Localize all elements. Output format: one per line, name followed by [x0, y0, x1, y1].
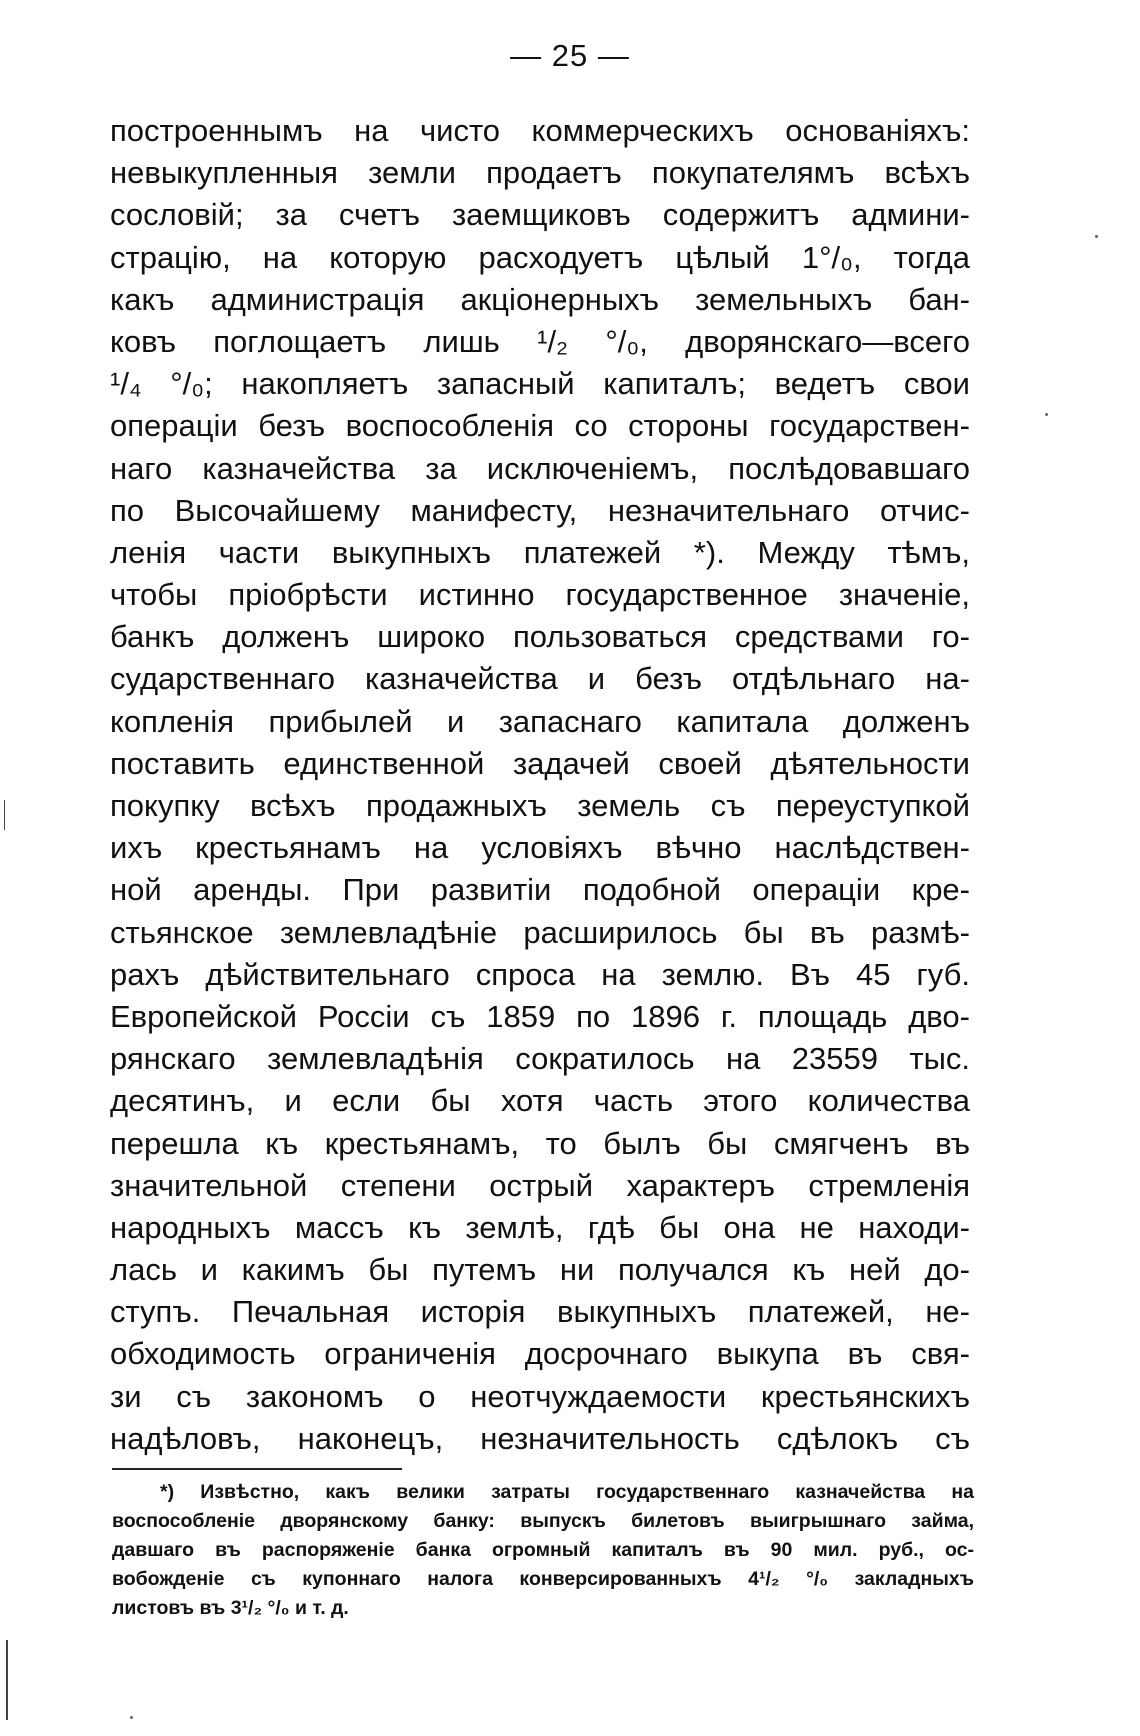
text-line: страцію, на которую расходуетъ цѣлый 1°/₀, тогда [110, 239, 970, 275]
text-line: сударственнаго казначейства и безъ отдѣльнаго на- [110, 661, 970, 697]
footnote-divider [112, 1468, 402, 1470]
text-line: Европейской Россіи съ 1859 по 1896 г. площадь дво- [110, 998, 970, 1034]
text-line: стьянское землевладѣніе расширилось бы въ размѣ- [110, 914, 970, 950]
text-line: копленія прибылей и запаснаго капитала долженъ [110, 703, 970, 739]
text-line: чтобы пріобрѣсти истинно государственное значеніе, [110, 577, 970, 613]
text-line: построеннымъ на чисто коммерческихъ основаніяхъ: [110, 113, 970, 148]
text-line: рянскаго землевладѣнія сократилось на 23559 тыс. [110, 1041, 970, 1077]
text-line: надѣловъ, наконецъ, незначительность сдѣлокъ съ [110, 1420, 970, 1456]
text-line: поставить единственной задачей своей дѣятельности [110, 745, 970, 781]
text-line: по Высочайшему манифесту, незначительнаго отчис- [110, 492, 970, 528]
footnote-line: давшаго въ распоряженіе банка огромный капиталъ въ 90 мил. руб., ос- [112, 1539, 974, 1561]
text-line: лась и какимъ бы путемъ ни получался къ ней до- [110, 1252, 970, 1288]
text-line: какъ администрація акціонерныхъ земельныхъ бан- [110, 281, 970, 317]
text-line: ¹/₄ °/₀; накопляетъ запасный капиталъ; ведетъ свои [110, 366, 970, 402]
text-line: десятинъ, и если бы хотя часть этого количества [110, 1083, 970, 1119]
footnote-line: листовъ въ 3¹/₂ °/₀ и т. д. [112, 1597, 349, 1619]
page-number: — 25 — [510, 38, 630, 73]
text-line: операціи безъ воспособленія со стороны государствен- [110, 408, 970, 444]
text-line: зи съ закономъ о неотчуждаемости крестьянскихъ [110, 1378, 970, 1414]
print-speck [1095, 235, 1098, 238]
text-line: перешла къ крестьянамъ, то былъ бы смягченъ въ [110, 1125, 970, 1161]
text-line: покупку всѣхъ продажныхъ земель съ переуступкой [110, 788, 970, 823]
text-line: обходимость ограниченія досрочнаго выкупа въ свя- [110, 1336, 970, 1372]
text-line: ступъ. Печальная исторія выкупныхъ платежей, не- [110, 1294, 970, 1330]
print-speck [130, 1716, 133, 1719]
text-line: невыкупленныя земли продаетъ покупателямъ всѣхъ [110, 155, 970, 191]
main-text [110, 110, 970, 1460]
footnote-line: воспособленіе дворянскому банку: выпускъ билетовъ выигрышнаго займа, [112, 1510, 974, 1532]
text-line: ихъ крестьянамъ на условіяхъ вѣчно наслѣдствен- [110, 830, 970, 866]
text-line: сословій; за счетъ заемщиковъ содержитъ админи- [110, 197, 970, 233]
footnote [112, 1478, 974, 1623]
text-line: рахъ дѣйствительнаго спроса на землю. Въ 45 губ. [110, 956, 970, 992]
text-line: значительной степени острый характеръ стремленія [110, 1167, 970, 1203]
text-line: ленія части выкупныхъ платежей *). Между тѣмъ, [110, 534, 970, 570]
text-line: банкъ долженъ широко пользоваться средствами го- [110, 619, 970, 655]
binding-edge-mark [4, 800, 5, 830]
text-line: наго казначейства за исключеніемъ, послѣдовавшаго [110, 450, 970, 486]
text-line: ной аренды. При развитіи подобной операціи кре- [110, 872, 970, 908]
footnote-line: *) Извѣстно, какъ велики затраты государственнаго казначейства на [160, 1481, 974, 1503]
footnote-line: вобожденіе съ купоннаго налога конверсированныхъ 4¹/₂ °/₀ закладныхъ [112, 1568, 974, 1590]
text-line: народныхъ массъ къ землѣ, гдѣ бы она не находи- [110, 1209, 970, 1245]
print-speck [1045, 413, 1048, 416]
binding-edge-mark [6, 1640, 8, 1720]
text-line: ковъ поглощаетъ лишь ¹/₂ °/₀, дворянскаго—всего [110, 323, 970, 359]
